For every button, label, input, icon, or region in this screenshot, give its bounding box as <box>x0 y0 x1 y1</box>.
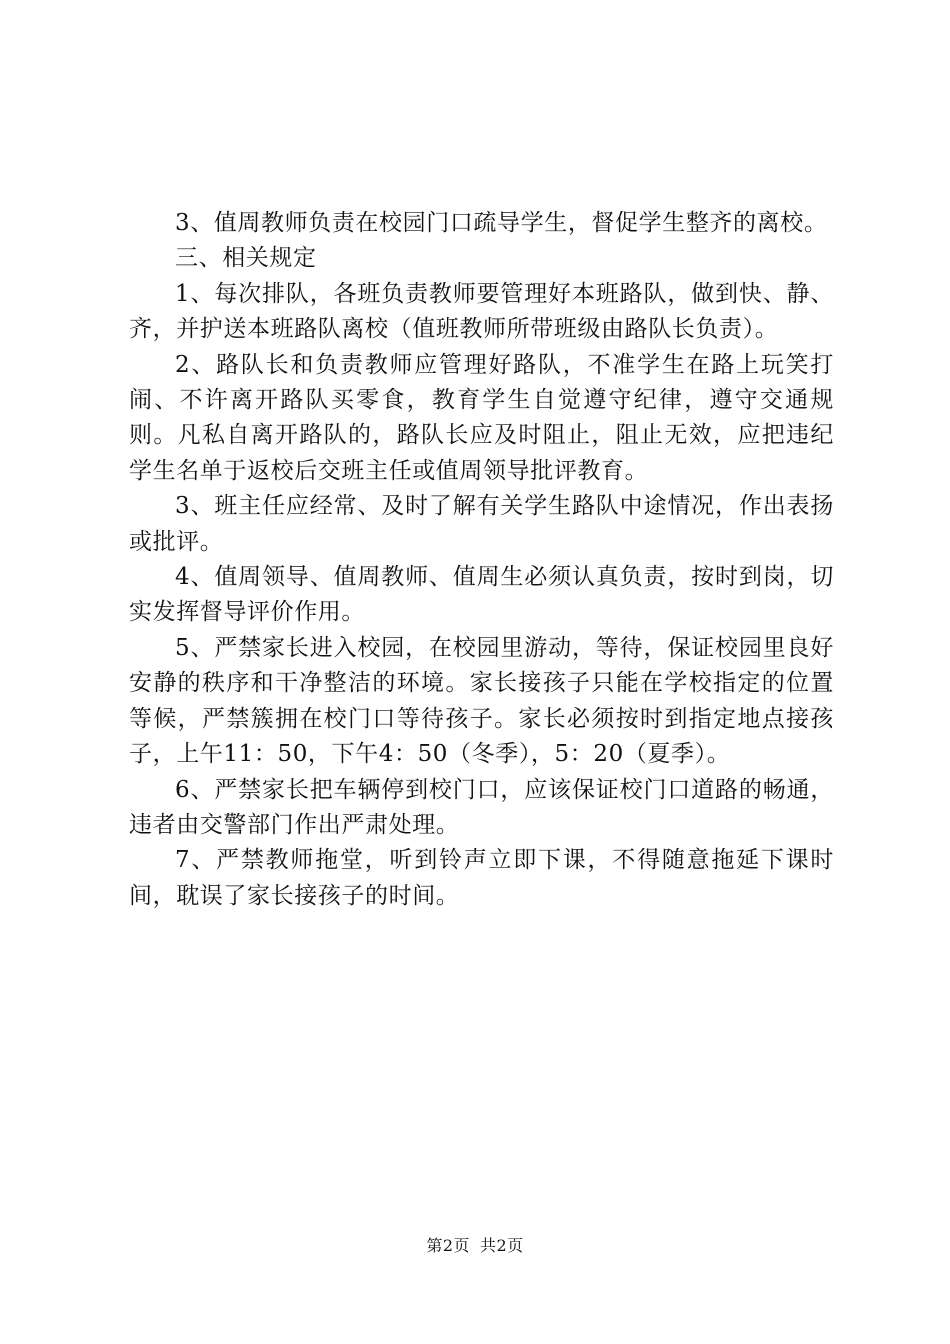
page-footer <box>0 1236 950 1256</box>
paragraph-rule-6: 6、严禁家长把车辆停到校门口，应该保证校门口道路的畅通，违者由交警部门作出严肃处理。 <box>129 776 834 838</box>
paragraph-rule-4: 4、值周领导、值周教师、值周生必须认真负责，按时到岗，切实发挥督导评价作用。 <box>129 564 834 626</box>
paragraph-rule-2: 2、路队长和负责教师应管理好路队，不准学生在路上玩笑打闹、不许离开路队买零食，教育学生自觉遵守纪律，遵守交通规则。凡私自离开路队的，路队长应及时阻止，阻止无效，应把违纪学生名单于返校后交班主任或值周领导批评教育。 <box>129 351 834 484</box>
paragraph-duty-teacher-gate: 3、值周教师负责在校园门口疏导学生，督促学生整齐的离校。 <box>175 210 828 236</box>
paragraph-rule-1: 1、每次排队，各班负责教师要管理好本班路队，做到快、静、齐，并护送本班路队离校（值班教师所带班级由路队长负责）。 <box>129 280 834 343</box>
document-body <box>129 206 834 914</box>
paragraph-rule-7: 7、严禁教师拖堂，听到铃声立即下课，不得随意拖延下课时间，耽误了家长接孩子的时间。 <box>129 847 834 909</box>
paragraph-rule-3: 3、班主任应经常、及时了解有关学生路队中途情况，作出表扬或批评。 <box>129 493 834 555</box>
page-number-total: 共2页 <box>480 1236 524 1255</box>
paragraph-rule-5: 5、严禁家长进入校园，在校园里游动，等待，保证校园里良好安静的秩序和干净整洁的环境。家长接孩子只能在学校指定的位置等候，严禁簇拥在校门口等待孩子。家长必须按时到指定地点接孩子，上午11：50，下午4：50（冬季），5：20（夏季）。 <box>129 634 834 768</box>
section-heading-regulations: 三、相关规定 <box>175 245 317 272</box>
page-number-current: 第2页 <box>426 1236 470 1255</box>
